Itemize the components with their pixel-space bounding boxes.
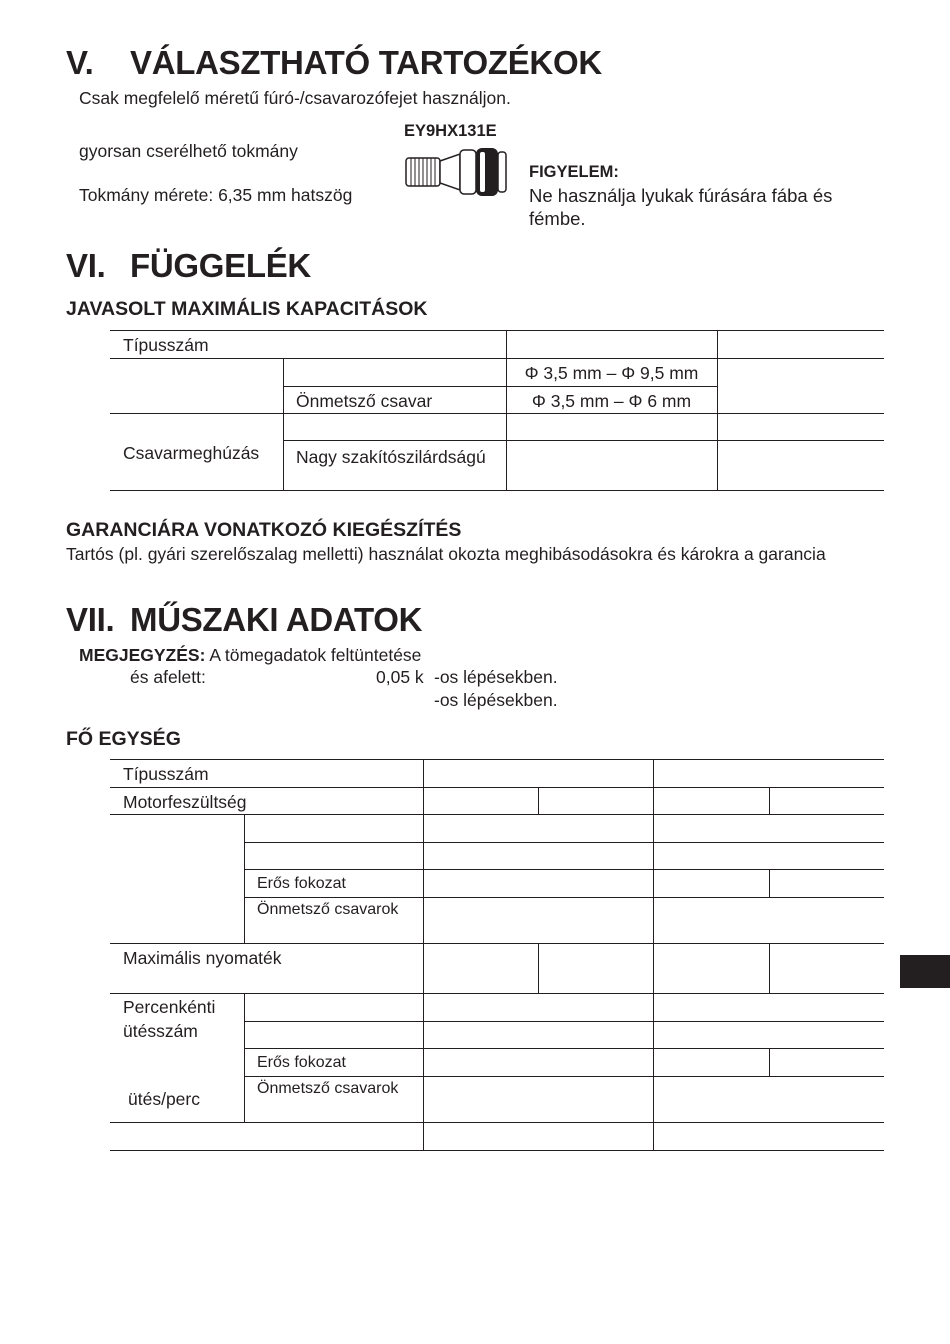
main-cell-utes: ütés/perc: [128, 1089, 200, 1109]
note-label: MEGJEGYZÉS:: [79, 645, 206, 665]
note-line-2-left: és afelett:: [130, 667, 206, 687]
guarantee-title: GARANCIÁRA VONATKOZÓ KIEGÉSZÍTÉS: [66, 519, 462, 541]
section-vi-title: FÜGGELÉK: [130, 247, 311, 284]
cap-cell-csavarmeghuzas: Csavarmeghúzás: [123, 443, 260, 463]
main-cell-tipusszam: Típusszám: [123, 764, 209, 784]
cap-cell-nagy: Nagy szakítószilárdságú: [296, 447, 486, 467]
main-cell-max-nyomatek: Maximális nyomaték: [123, 948, 282, 968]
main-cell-percenkenti-2: ütésszám: [123, 1021, 198, 1041]
main-cell-onmetszo-2: Önmetsző csavarok: [257, 1080, 399, 1097]
section-v-intro: Csak megfelelő méretű fúró-/csavarozófejet használjon.: [79, 88, 511, 108]
note-line-2-mid: 0,05 k: [376, 667, 424, 687]
main-cell-motor: Motorfeszültség: [123, 792, 247, 812]
guarantee-text: Tartós (pl. gyári szerelőszalag melletti) használat okozta meghibásodásokra és károkra a garancia: [66, 544, 826, 564]
cap-cell-onmetszo: Önmetsző csavar: [296, 391, 433, 411]
section-v-number: V.: [66, 44, 94, 81]
capacities-subtitle: JAVASOLT MAXIMÁLIS KAPACITÁSOK: [66, 298, 428, 320]
warning-line-1: Ne használja lyukak fúrására fába és: [529, 185, 833, 206]
main-cell-percenkenti-1: Percenkénti: [123, 997, 216, 1017]
cap-cell-range-1: Φ 3,5 mm – Φ 9,5 mm: [524, 363, 699, 383]
section-vii-number: VII.: [66, 601, 115, 638]
note-text: A tömegadatok feltüntetése: [205, 645, 422, 665]
section-vi-number: VI.: [66, 247, 106, 284]
cap-cell-tipusszam: Típusszám: [123, 335, 209, 355]
note-line-2-right: -os lépésekben.: [434, 667, 558, 687]
section-vii-title: MŰSZAKI ADATOK: [130, 601, 423, 638]
note-line-1: [79, 645, 421, 666]
warning-title: FIGYELEM:: [529, 163, 619, 181]
warning-line-2: fémbe.: [529, 208, 586, 229]
chuck-adapter-icon: [404, 146, 508, 198]
main-cell-eros-2: Erős fokozat: [257, 1054, 346, 1071]
main-unit-subtitle: FŐ EGYSÉG: [66, 728, 181, 750]
main-cell-onmetszo-1: Önmetsző csavarok: [257, 901, 399, 918]
cap-cell-range-2: Φ 3,5 mm – Φ 6 mm: [531, 391, 692, 411]
note-line-3: -os lépésekben.: [434, 690, 558, 710]
accessory-size-label: Tokmány mérete: 6,35 mm hatszög: [79, 185, 353, 205]
accessory-chuck-label: gyorsan cserélhető tokmány: [79, 141, 298, 161]
section-v-title: VÁLASZTHATÓ TARTOZÉKOK: [130, 44, 602, 81]
main-cell-eros-1: Erős fokozat: [257, 875, 346, 892]
thumb-index-tab: [900, 955, 950, 988]
accessory-model: EY9HX131E: [404, 122, 497, 140]
